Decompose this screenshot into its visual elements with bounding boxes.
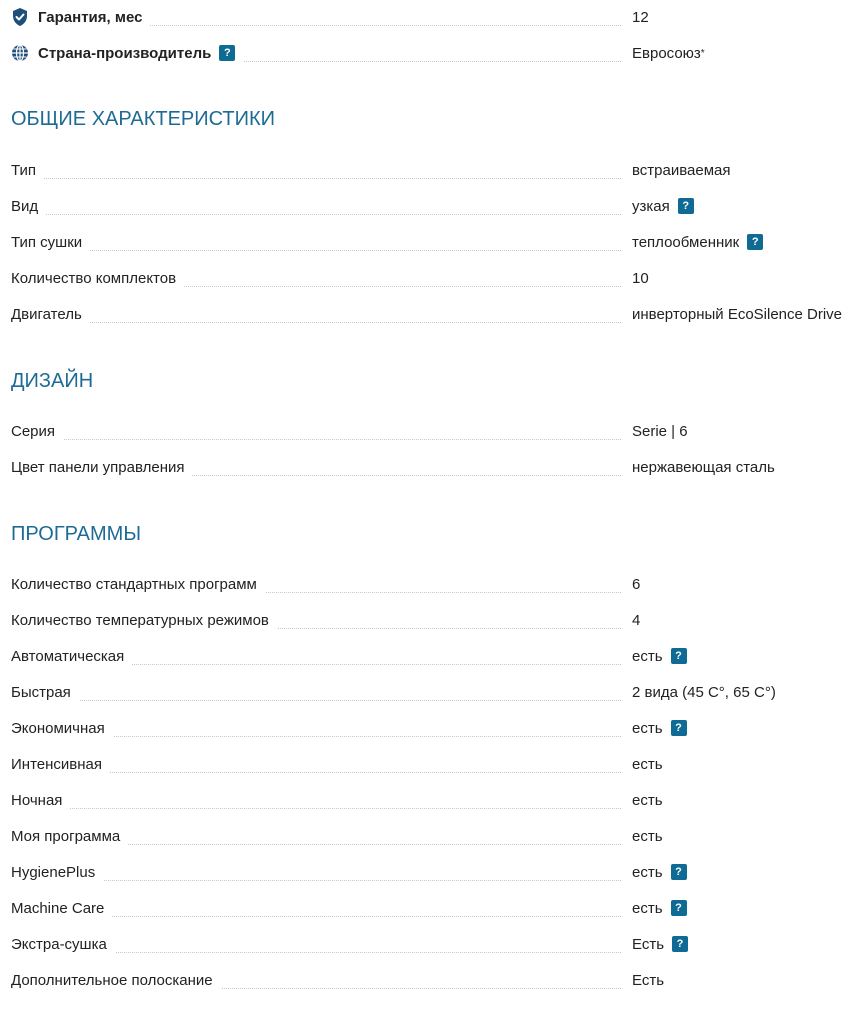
spec-value [632,42,705,64]
spec-value-text: теплообменник [632,233,740,251]
spec-value-text: 2 вида (45 C°, 65 C°) [632,683,776,701]
spec-value-text: узкая [632,197,670,215]
spec-value-text: 4 [632,611,641,629]
dotted-leader [11,250,621,251]
spec-value-text: Евросоюз [632,44,701,62]
spec-label: Ночная [11,791,63,809]
spec-value-text: Serie | 6 [632,422,688,440]
footnote-mark: * [700,47,705,59]
help-icon[interactable]: ? [671,720,687,736]
spec-row [11,933,859,955]
help-icon[interactable]: ? [678,198,694,214]
dotted-leader [11,700,621,701]
spec-value [632,159,731,181]
spec-row [11,753,859,775]
spec-row [11,303,859,325]
spec-row [11,645,859,667]
spec-label: Экономичная [11,719,105,737]
spec-row [11,609,859,631]
spec-value [632,933,688,955]
spec-label: Количество стандартных программ [11,575,257,593]
spec-row-warranty [11,6,859,28]
help-icon[interactable]: ? [747,234,763,250]
spec-value [632,717,687,739]
spec-label: Моя программа [11,827,121,845]
spec-row [11,159,859,181]
spec-value [632,789,663,811]
spec-value-text: нержавеющая сталь [632,458,775,476]
spec-label: Экстра-сушка [11,935,107,953]
spec-row [11,717,859,739]
spec-label: Дополнительное полоскание [11,971,213,989]
spec-row [11,195,859,217]
section-title-design: ДИЗАЙН [11,370,94,392]
spec-row-country [11,42,859,64]
spec-value [632,681,776,703]
spec-value [632,231,763,253]
spec-row [11,681,859,703]
help-icon[interactable]: ? [672,936,688,952]
spec-value-text: есть [632,719,663,737]
spec-row [11,573,859,595]
spec-value [632,195,694,217]
spec-value: 12 [632,8,649,26]
spec-value-text: есть [632,863,663,881]
spec-value [632,420,688,442]
spec-value [632,969,664,991]
globe-icon [11,44,29,62]
spec-row [11,897,859,919]
spec-label: Интенсивная [11,755,102,773]
spec-row [11,825,859,847]
section-title-programs: ПРОГРАММЫ [11,523,142,545]
section-title-general: ОБЩИЕ ХАРАКТЕРИСТИКИ [11,108,276,130]
spec-label: Вид [11,197,39,215]
spec-row [11,420,859,442]
spec-value [632,645,687,667]
spec-label: Machine Care [11,899,105,917]
spec-row [11,267,859,289]
help-icon[interactable]: ? [219,45,235,61]
dotted-leader [11,178,621,179]
spec-label: Двигатель [11,305,82,323]
spec-row [11,789,859,811]
spec-value-text: 10 [632,269,649,287]
help-icon[interactable]: ? [671,900,687,916]
dotted-leader [11,322,621,323]
spec-label: Количество комплектов [11,269,177,287]
shield-check-icon [11,8,29,26]
spec-value [632,267,649,289]
spec-value-text: есть [632,647,663,665]
spec-value-text: встраиваемая [632,161,731,179]
spec-value [632,753,663,775]
spec-label: Цвет панели управления [11,458,185,476]
spec-value-text: 6 [632,575,641,593]
spec-label: Серия [11,422,56,440]
spec-value-text: есть [632,791,663,809]
dotted-leader [11,439,621,440]
spec-row [11,969,859,991]
dotted-leader [11,214,621,215]
dotted-leader [11,808,621,809]
spec-row [11,456,859,478]
spec-value-text: Есть [632,935,665,953]
spec-value [632,609,640,631]
spec-label: HygienePlus [11,863,96,881]
spec-label: Тип сушки [11,233,83,251]
spec-row [11,231,859,253]
spec-label: Гарантия, мес [38,8,143,26]
spec-label: Страна-производитель [38,44,212,62]
spec-value [632,456,775,478]
spec-value [632,573,640,595]
spec-value-text: Есть [632,971,665,989]
spec-label: Тип [11,161,37,179]
spec-value-text: есть [632,899,663,917]
help-icon[interactable]: ? [671,648,687,664]
spec-label: Быстрая [11,683,71,701]
spec-value [632,825,663,847]
spec-row [11,861,859,883]
spec-label: Автоматическая [11,647,125,665]
spec-value [632,303,842,325]
spec-value-text: есть [632,827,663,845]
help-icon[interactable]: ? [671,864,687,880]
spec-label: Количество температурных режимов [11,611,269,629]
spec-value [632,861,687,883]
spec-value [632,897,687,919]
spec-value-text: инверторный EcoSilence Drive [632,305,843,323]
spec-value-text: есть [632,755,663,773]
